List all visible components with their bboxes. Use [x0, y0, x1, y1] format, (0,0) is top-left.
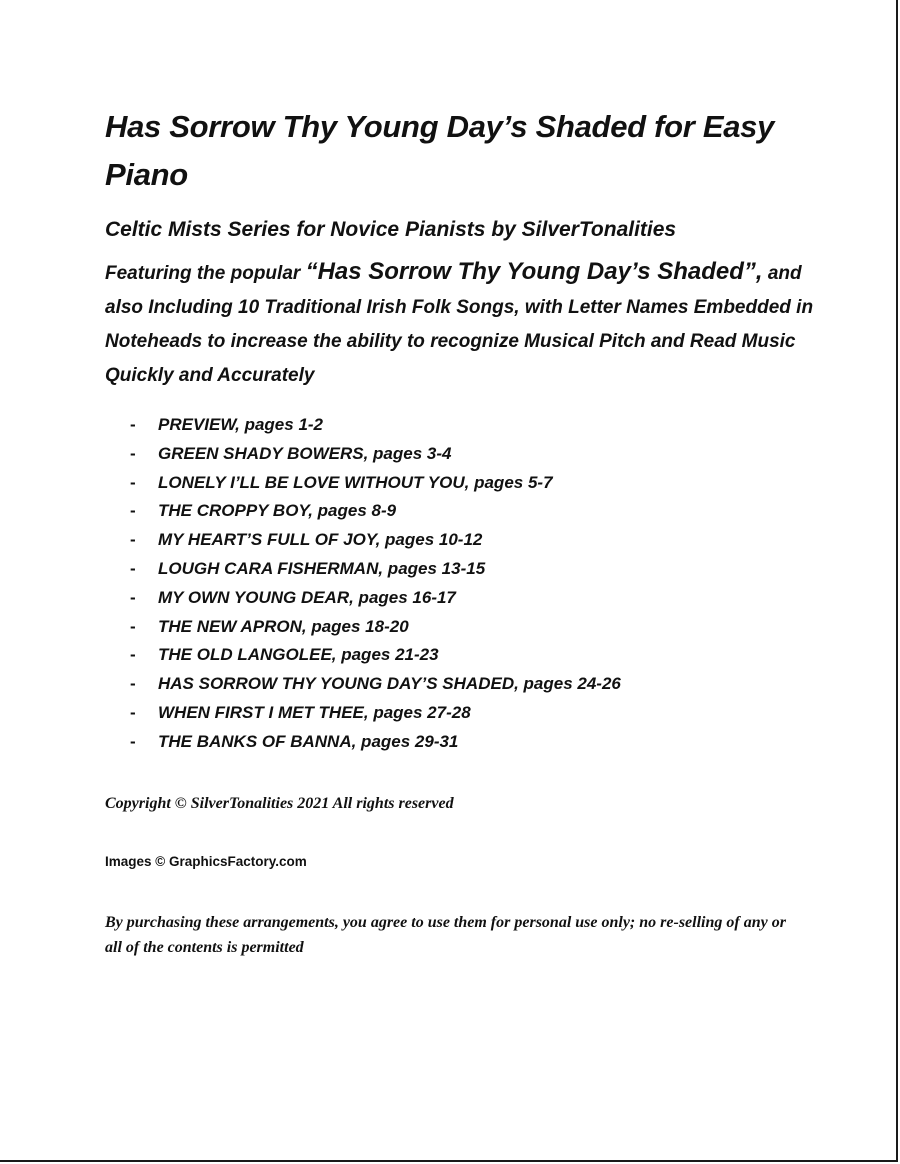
- list-dash: -: [130, 587, 136, 607]
- document-content: [105, 103, 825, 960]
- song-list-item: [130, 584, 825, 613]
- list-dash: -: [130, 530, 136, 550]
- list-dash: -: [130, 645, 136, 665]
- song-entry: THE NEW APRON, pages 18-20: [158, 616, 409, 636]
- song-list-item: [130, 440, 825, 469]
- song-entry: THE OLD LANGOLEE, pages 21-23: [158, 645, 439, 665]
- song-entry: MY HEART’S FULL OF JOY, pages 10-12: [158, 530, 483, 550]
- images-credit: Images © GraphicsFactory.com: [105, 853, 307, 869]
- song-entry: PREVIEW, pages 1-2: [158, 415, 324, 434]
- song-list-item: [130, 670, 825, 699]
- song-entry: HAS SORROW THY YOUNG DAY’S SHADED, pages 24-26: [158, 674, 621, 694]
- list-dash: -: [130, 443, 136, 463]
- song-entry: THE BANKS OF BANNA, pages 29-31: [158, 731, 459, 751]
- song-entry: LOUGH CARA FISHERMAN, pages 13-15: [158, 558, 486, 578]
- song-list-item: [130, 469, 825, 498]
- featuring-lead: Featuring the popular: [105, 263, 306, 284]
- song-entry: GREEN SHADY BOWERS, pages 3-4: [158, 443, 452, 463]
- song-entry: THE CROPPY BOY, pages 8-9: [158, 501, 397, 521]
- song-entry: WHEN FIRST I MET THEE, pages 27-28: [158, 702, 471, 722]
- song-entry: MY OWN YOUNG DEAR, pages 16-17: [158, 587, 456, 607]
- featured-song-title: “Has Sorrow Thy Young Day’s Shaded”,: [305, 258, 763, 285]
- list-dash: -: [130, 558, 136, 578]
- list-dash: -: [130, 415, 136, 434]
- song-list-item: [130, 526, 825, 555]
- featuring-paragraph: [105, 255, 825, 393]
- song-list-item: [130, 411, 825, 440]
- song-list: [105, 411, 825, 757]
- featuring-description: and also Including 10 Traditional Irish Folk Songs, with Letter Names Embedded in Noteheads to increase the ability to recognize Musical Pitch and Read Music Quickly and Accurately: [105, 263, 814, 386]
- list-dash: -: [130, 674, 136, 694]
- document-title: Has Sorrow Thy Young Day’s Shaded for Easy Piano: [105, 109, 775, 192]
- song-list-item: [130, 613, 825, 642]
- document-subtitle: Celtic Mists Series for Novice Pianists by SilverTonalities: [105, 218, 677, 241]
- song-entry: LONELY I’LL BE LOVE WITHOUT YOU, pages 5-7: [158, 472, 553, 492]
- list-dash: -: [130, 616, 136, 636]
- song-list-item: [130, 555, 825, 584]
- list-dash: -: [130, 702, 136, 722]
- song-list-item: [130, 699, 825, 728]
- list-dash: -: [130, 472, 136, 492]
- song-list-item: [130, 497, 825, 526]
- list-dash: -: [130, 731, 136, 751]
- song-list-item: [130, 728, 825, 757]
- usage-disclaimer: By purchasing these arrangements, you agree to use them for personal use only; no re-selling of any or all of the contents is permitted: [105, 913, 786, 956]
- list-dash: -: [130, 501, 136, 521]
- song-list-item: [130, 641, 825, 670]
- copyright-notice: Copyright © SilverTonalities 2021 All rights reserved: [105, 794, 454, 812]
